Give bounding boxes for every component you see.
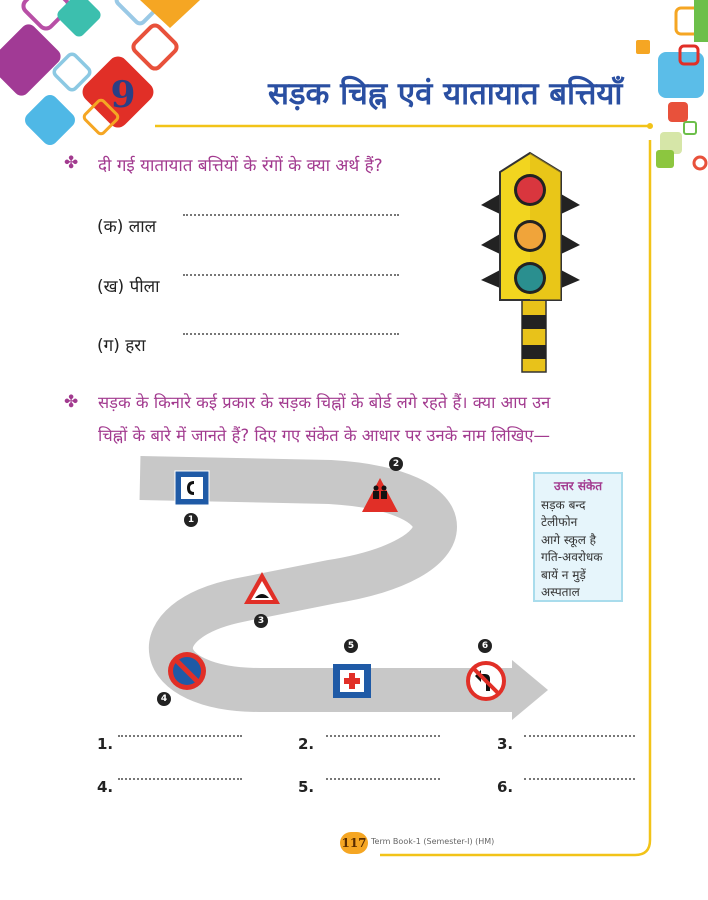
road-closed-sign [166,650,208,692]
hint-item: टेलीफोन [541,515,578,529]
question1-text: दी गई यातायात बत्तियों के रंगों के क्या अर्थ हैं? [98,156,383,176]
answer-line-6[interactable] [524,778,635,780]
telephone-sign [174,470,210,506]
sign-marker-3: 3 [254,614,268,628]
answer-label-red: (क) लाल [97,217,157,237]
sign-marker-2: 2 [389,457,403,471]
question2-line2: चिह्नों के बारे में जानते हैं? दिए गए संकेत के आधार पर उनके नाम लिखिए— [98,426,550,445]
answer-label-yellow: (ख) पीला [97,277,160,297]
answer-line-1[interactable] [118,735,242,737]
answer-number-6: 6. [497,778,514,796]
question2-line1: सड़क के किनारे कई प्रकार के सड़क चिह्नों के बोर्ड लगे रहते हैं। क्या आप उन [98,393,551,412]
school-ahead-sign [360,476,400,514]
footer-book-title: Term Book-1 (Semester-I) (HM) [371,837,495,846]
answer-hint-box [533,472,623,602]
hint-item: आगे स्कूल है [541,532,597,547]
answer-line-3[interactable] [524,735,635,737]
answer-number-5: 5. [298,778,315,796]
answer-line-2[interactable] [326,735,440,737]
answer-number-2: 2. [298,735,315,753]
answer-number-1: 1. [97,735,114,753]
sign-marker-6: 6 [478,639,492,653]
answer-label-green: (ग) हरा [97,336,146,356]
sign-marker-1: 1 [184,513,198,527]
page-title: सड़क चिह्न एवं यातायात बत्तियाँ [268,76,623,112]
answer-number-4: 4. [97,778,114,796]
no-left-turn-sign [466,661,506,701]
answer-number-3: 3. [497,735,514,753]
chapter-number: 9 [110,74,136,116]
hint-item: गति-अवरोधक [541,550,603,564]
answer-line-4[interactable] [118,778,242,780]
question2-bullet: ✤ [64,392,79,412]
answer-line-5[interactable] [326,778,440,780]
sign-marker-5: 5 [344,639,358,653]
page-number: 117 [340,832,368,854]
speed-breaker-sign [242,570,282,606]
hospital-sign [333,664,371,698]
hint-title: उत्तर संकेत [553,479,603,493]
hint-item: सड़क बन्द [541,497,586,512]
hint-item: बायें न मुड़ें [541,567,586,582]
question1-bullet: ✤ [64,153,79,173]
hint-item: अस्पताल [541,585,580,599]
sign-marker-4: 4 [157,692,171,706]
